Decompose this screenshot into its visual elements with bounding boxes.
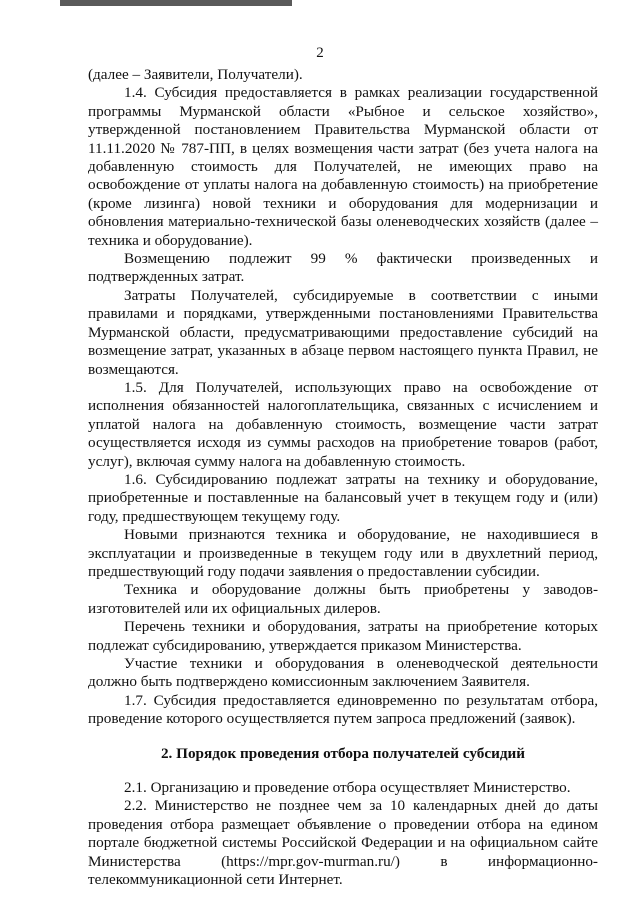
- section-heading: 2. Порядок проведения отбора получателей субсидий: [160, 744, 526, 762]
- paragraph: 1.7. Субсидия предоставляется единовременно по результатам отбора, проведение которого осуществляется путем запроса предложений (заявок).: [88, 691, 598, 728]
- paragraph: Затраты Получателей, субсидируемые в соответствии с иными правилами и порядками, утвержденными постановлениями Правительства Мурманской области, предусматривающими предоставление субсидий на возмещение затрат, указанных в абзаце первом настоящего пункта Правил, не возмещаются.: [88, 286, 598, 378]
- section-2-paragraphs: [88, 779, 598, 889]
- document-body: [88, 66, 598, 889]
- paragraph: 2.2. Министерство не позднее чем за 10 календарных дней до даты проведения отбора размещает объявление о проведении отбора на едином портале бюджетной системы Российской Федерации и на официальном сайте Министерства (https://mpr.gov-murman.ru/) в информационно-телекоммуникационной сети Интернет.: [88, 797, 598, 889]
- paragraph: Новыми признаются техника и оборудование, не находившиеся в эксплуатации и произведенные в текущем году или в двухлетний период, предшествующий году подачи заявления о предоставлении субсидии.: [88, 526, 598, 580]
- scan-edge-mark: [60, 0, 292, 6]
- paragraph: 1.4. Субсидия предоставляется в рамках реализации государственной программы Мурманской области «Рыбное и сельское хозяйство», утвержденной постановлением Правительства Мурманской области от 11.11.2020 № 787-ПП, в целях возмещения части затрат (без учета налога на добавленную стоимость для Получателей, не имеющих право на освобождение от уплаты налога на добавленную стоимость) на приобретение (кроме лизинга) новой техники и оборудования для модернизации и обновления материально-технической базы оленеводческих хозяйств (далее – техника и оборудование).: [88, 84, 598, 249]
- page-number: 2: [316, 45, 324, 61]
- paragraph: (далее – Заявители, Получатели).: [88, 66, 303, 83]
- section-1-paragraphs: [88, 66, 598, 729]
- paragraph: Возмещению подлежит 99 % фактически произведенных и подтвержденных затрат.: [88, 250, 598, 286]
- paragraph: 1.6. Субсидированию подлежат затраты на технику и оборудование, приобретенные и поставленные на балансовый учет в текущем году и (или) году, предшествующем текущему году.: [88, 470, 598, 525]
- paragraph: Перечень техники и оборудования, затраты на приобретение которых подлежат субсидированию, утверждается приказом Министерства.: [88, 618, 598, 654]
- paragraph: Участие техники и оборудования в оленеводческой деятельности должно быть подтверждено комиссионным заключением Заявителя.: [88, 655, 598, 691]
- paragraph: 2.1. Организацию и проведение отбора осуществляет Министерство.: [124, 779, 571, 797]
- paragraph: 1.5. Для Получателей, использующих право на освобождение от исполнения обязанностей налогоплательщика, связанных с исчислением и уплатой налога на добавленную стоимость, возмещение части затрат осуществляется исходя из суммы расходов на приобретение товаров (работ, услуг), включая сумму налога на добавленную стоимость.: [88, 378, 598, 470]
- paragraph: Техника и оборудование должны быть приобретены у заводов-изготовителей или их официальных дилеров.: [88, 581, 598, 617]
